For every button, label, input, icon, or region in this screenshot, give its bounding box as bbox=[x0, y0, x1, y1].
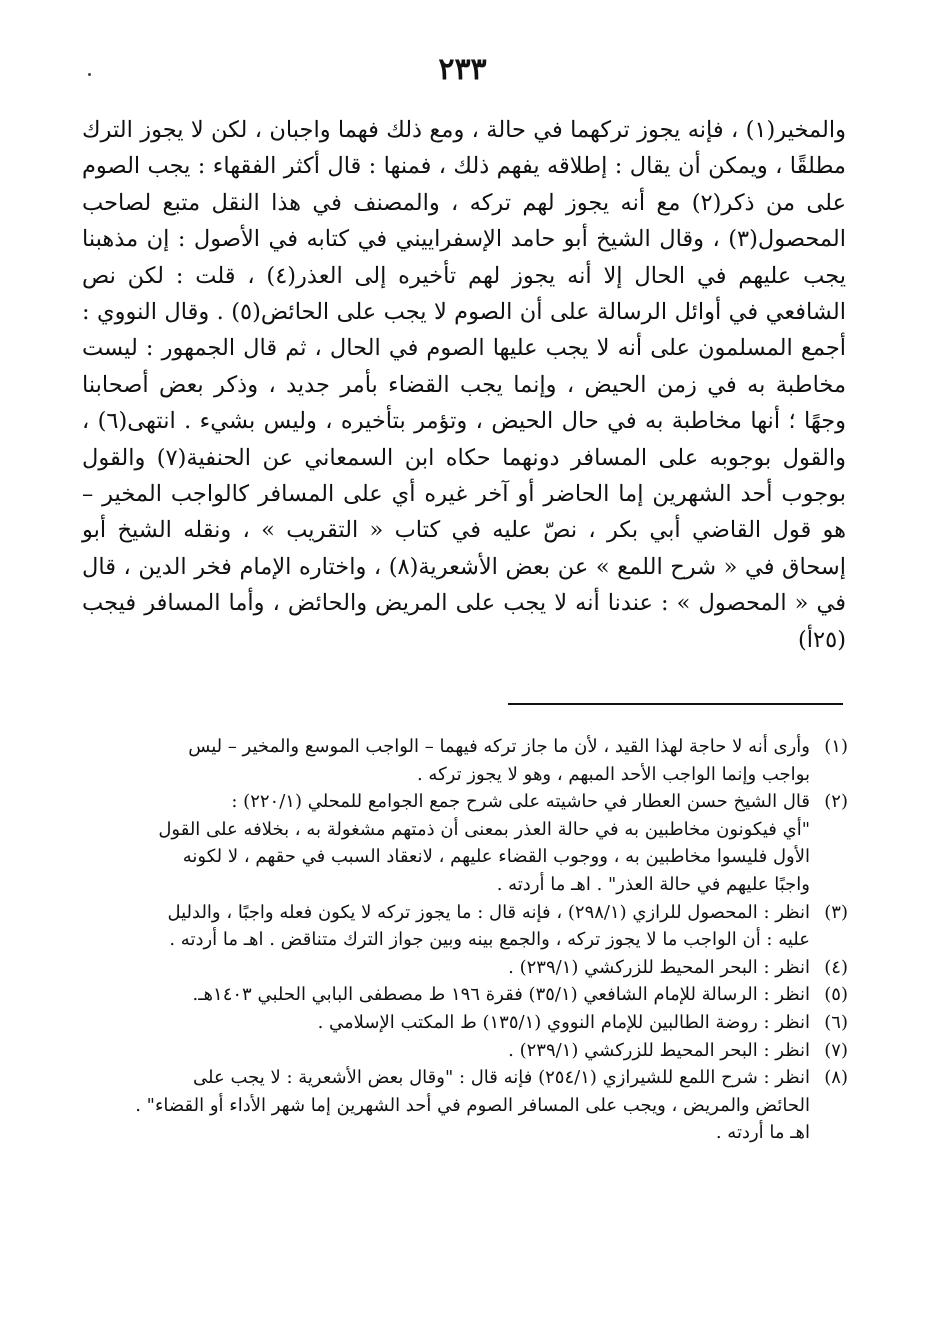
footnote-text bbox=[78, 788, 810, 898]
footnote-number: (١) bbox=[824, 736, 848, 757]
footnote-line: انظر : الرسالة للإمام الشافعي (٣٥/١) فقرة ١٩٦ ط مصطفى البابي الحلبي ١٤٠٣هـ. bbox=[192, 984, 810, 1006]
footnote-text bbox=[78, 1037, 810, 1065]
footnote-text bbox=[78, 954, 810, 982]
footnote-3 bbox=[78, 899, 848, 954]
footnote-1 bbox=[78, 733, 848, 788]
footnote-number: (٧) bbox=[824, 1039, 848, 1061]
footnote-number: (٢) bbox=[824, 791, 848, 813]
footnote-line: واجبًا عليهم في حالة العذر" . اهـ ما أردته . bbox=[496, 873, 810, 895]
footnote-text bbox=[78, 981, 810, 1009]
footnote-line: اهـ ما أردته . bbox=[715, 1122, 810, 1144]
main-text-block bbox=[82, 112, 846, 658]
footnote-line: انظر : البحر المحيط للزركشي (٢٣٩/١) . bbox=[508, 956, 810, 978]
footnote-number: (٦) bbox=[824, 1011, 848, 1033]
footnote-line: انظر : البحر المحيط للزركشي (٢٣٩/١) . bbox=[508, 1039, 810, 1061]
footnote-line: وأرى أنه لا حاجة لهذا القيد ، لأن ما جاز تركه فيهما – الواجب الموسع والمخير – ليس bbox=[188, 736, 810, 757]
footnote-text bbox=[78, 1009, 810, 1037]
footnote-line: انظر : روضة الطالبين للإمام النووي (١٣٥/١) ط المكتب الإسلامي . bbox=[317, 1011, 810, 1033]
page-number: ٢٣٣ bbox=[438, 52, 487, 87]
footnote-4 bbox=[78, 954, 848, 982]
footnote-line: "أي فيكونون مخاطبين به في حالة العذر بمعنى أن ذمتهم مشغولة به ، بخلافه على القول bbox=[158, 818, 810, 840]
footnote-5 bbox=[78, 981, 848, 1009]
footnote-number: (٥) bbox=[824, 984, 848, 1006]
footnote-number: (٤) bbox=[824, 956, 848, 978]
footnotes-section bbox=[78, 733, 848, 1147]
footnote-8 bbox=[78, 1064, 848, 1147]
footnote-text bbox=[78, 899, 810, 954]
footnote-text bbox=[78, 733, 810, 788]
footnote-2 bbox=[78, 788, 848, 898]
footnote-number: (٨) bbox=[824, 1067, 848, 1089]
footnote-line: الحائض والمريض ، ويجب على المسافر الصوم في أحد الشهرين إما شهر الأداء أو القضاء" . bbox=[135, 1094, 810, 1116]
footnote-line: انظر : المحصول للرازي (٢٩٨/١) ، فإنه قال : ما يجوز تركه لا يكون فعله واجبًا ، والدليل bbox=[167, 901, 810, 923]
footnote-line: الأول فليسوا مخاطبين به ، ووجوب القضاء عليهم ، لانعقاد السبب في حقهم ، لا لكونه bbox=[182, 846, 810, 868]
footnote-line: قال الشيخ حسن العطار في حاشيته على شرح جمع الجوامع للمحلي (٢٢٠/١) : bbox=[231, 791, 810, 813]
main-paragraph: والمخير(١) ، فإنه يجوز تركهما في حالة ، ومع ذلك فهما واجبان ، لكن لا يجوز الترك مطلقًا ، ويمكن أن يقال : إطلاقه يفهم ذلك ، فمنها : قال أكثر الفقهاء : يجب الصوم على من ذكر(٢) مع أنه يجوز لهم تركه ، والمصنف في هذا النقل متبع لصاحب المحصول(٣) ، وقال الشيخ أبو حامد الإسفراييني في كتابه في الأصول : إن مذهبنا يجب عليهم في الحال إلا أنه يجوز لهم تأخيره إلى العذر(٤) ، قلت : لكن نص الشافعي في أوائل الرسالة على أن الصوم لا يجب على الحائض(٥) . وقال النووي : أجمع المسلمون على أنه لا يجب عليها الصوم في الحال ، ثم قال الجمهور : ليست مخاطبة به في زمن الحيض ، وإنما يجب القضاء بأمر جديد ، وذكر بعض أصحابنا وجهًا ؛ أنها مخاطبة به في حال الحيض ، وتؤمر بتأخيره ، وليس بشيء . انتهى(٦) ، والقول بوجوبه على المسافر دونهما حكاه ابن السمعاني عن الحنفية(٧) والقول بوجوب أحد الشهرين إما الحاضر أو آخر غيره أي على المسافر كالواجب المخير – هو قول القاضي أبي بكر ، نصّ عليه في كتاب « التقريب » ، ونقله الشيخ أبو إسحاق في « شرح اللمع » عن بعض الأشعرية(٨) ، واختاره الإمام فخر الدين ، قال في « المحصول » : عندنا أنه لا يجب على المريض والحائض ، وأما المسافر فيجب (٢٥أ) bbox=[82, 117, 846, 653]
footnote-6 bbox=[78, 1009, 848, 1037]
footnote-separator bbox=[508, 703, 843, 705]
footnote-line: بواجب وإنما الواجب الأحد المبهم ، وهو لا يجوز تركه . bbox=[416, 763, 810, 785]
footnote-7 bbox=[78, 1037, 848, 1065]
footnote-line: انظر : شرح اللمع للشيرازي (٢٥٤/١) فإنه قال : "وقال بعض الأشعرية : لا يجب على bbox=[193, 1067, 810, 1089]
footnote-line: عليه : أن الواجب ما لا يجوز تركه ، والجمع بينه وبين جواز الترك متناقض . اهـ ما أردته . bbox=[169, 929, 810, 951]
footnote-text bbox=[78, 1064, 810, 1147]
footnote-number: (٣) bbox=[824, 901, 848, 923]
